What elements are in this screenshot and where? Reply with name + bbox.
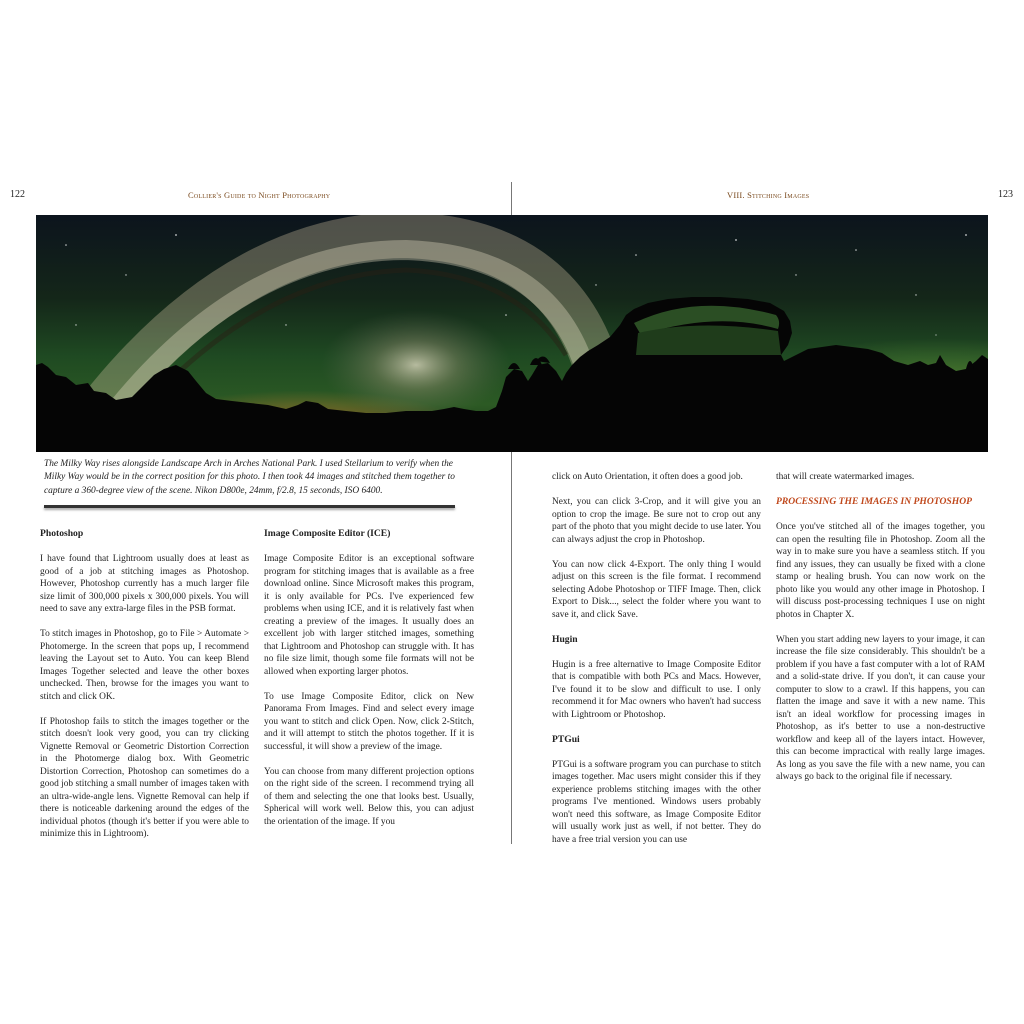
paragraph: that will create watermarked images. xyxy=(776,472,915,482)
right-running-head: VIII. Stitching Images xyxy=(727,190,810,200)
paragraph: You can now click 4-Export. The only thing I would adjust on this screen is the file format. I recommend selecting Adobe Photoshop or TIFF Image. Then, click Export to Disk..., select the folder where you want to save it, and click Save. xyxy=(552,559,761,620)
section-heading-ptgui: PTGui xyxy=(552,733,580,745)
section-heading-hugin: Hugin xyxy=(552,633,578,645)
section-heading-ice: Image Composite Editor (ICE) xyxy=(264,528,391,539)
section-heading-photoshop: Photoshop xyxy=(40,528,84,539)
section-heading-processing: PROCESSING THE IMAGES IN PHOTOSHOP xyxy=(776,496,973,507)
left-page-number: 122 xyxy=(10,189,25,200)
photo-caption: The Milky Way rises alongside Landscape Arch in Arches National Park. I used Stellarium to verify when the Milky Way would be in the correct position for this photo. I then took 44 images and stitched them together to capture a 360-degree view of the scene. Nikon D800e, 24mm, f/2.8, 15 seconds, ISO 6400. xyxy=(44,459,455,496)
paragraph: PTGui is a software program you can purchase to stitch images together. Mac users might consider this if they experience problems stitching images with the other programs I've mentioned. Windows users probably won't need this software, as Image Composite Editor will usually work just as well, if not better. They do have a free trial version you can use xyxy=(552,759,761,845)
paragraph: Next, you can click 3-Crop, and it will give you an option to crop the image. Be sure not to crop out any part of the photo that you might decide to use later. You can always adjust the crop in Photoshop. xyxy=(552,497,761,545)
paragraph: Image Composite Editor is an exceptional software program for stitching images that is available as a free download online. Since Microsoft makes this program, it is only available for PCs. I've experienced few problems when using ICE, and it is relatively fast when creating a preview of the images. It usually does an excellent job with larger stitched images, something that Lightroom and Photoshop can struggle with. It has no file size limit, though some file formats will not be allowed when exporting larger photos. xyxy=(264,554,474,677)
paragraph: I have found that Lightroom usually does at least as good of a job at stitching images as Photoshop. However, Photoshop currently has a much larger file size limit of 300,000 pixels x 300,000 pixels. You will need to save any extra-large files in the PSB format. xyxy=(40,554,249,614)
right-page-number: 123 xyxy=(998,189,1013,200)
paragraph: Once you've stitched all of the images together, you can open the resulting file in Photoshop. Zoom all the way in to make sure you have a seamless stitch. If you find any issues, they can usually be fixed with a clone stamp or healing brush. You can now work on the photo like you would any other image in Photoshop. I will discuss post-processing techniques I use on night photos in Chapter X. xyxy=(776,522,985,620)
column-2 xyxy=(264,528,474,841)
paragraph: To stitch images in Photoshop, go to File > Automate > Photomerge. In the screen that pops up, I recommend leaving the Layout set to Auto. You can keep Blend Images Together selected and leave the other boxes unchecked. Then, browse for the images you want to stitch and click OK. xyxy=(40,629,249,702)
panorama-photo xyxy=(36,215,988,452)
paragraph: If Photoshop fails to stitch the images together or the stitch doesn't look very good, you can try clicking Vignette Removal or Geometric Distortion Correction in the Photomerge dialog box. With Geometric Distortion Correction, Photoshop can sometimes do a good job stitching a small number of images taken with an ultra-wide-angle lens. Vignette Removal can help if there is noticeable darkening around the edges of the individual photos (though it's better if you were able to minimize this in Lightroom). xyxy=(40,716,249,839)
caption-rule xyxy=(44,505,455,508)
column-3 xyxy=(552,471,761,859)
paragraph: You can choose from many different projection options on the right side of the screen. I recommend trying all of them and selecting the one that looks best. Usually, Spherical will work well. Below this, you can adjust the orientation of the image. If you xyxy=(264,766,474,827)
paragraph: To use Image Composite Editor, click on New Panorama From Images. Find and select every image you want to stitch and click Open. Now, click 2-Stitch, and it will attempt to stitch the photos together. If it is successful, it will show a preview of the image. xyxy=(264,691,474,752)
column-4 xyxy=(776,471,985,796)
paragraph: When you start adding new layers to your image, it can increase the file size considerably. This shouldn't be a problem if you have a fast computer with a lot of RAM and a solid-state drive. If you don't, it can cause your computer to slow to a crawl. If this happens, you can flatten the image and save it with a new name. This isn't an ideal workflow for processing images in Photoshop, as it's better to use a non-destructive workflow and keep all of the layers intact. However, this can become impractical with really large images. As long as you save the file with a new name, you can always go back to the original file if necessary. xyxy=(776,634,985,782)
column-1 xyxy=(40,528,249,853)
paragraph: click on Auto Orientation, it often does a good job. xyxy=(552,472,743,482)
paragraph: Hugin is a free alternative to Image Composite Editor that is compatible with both PCs and Macs. However, I've found it to be slow and difficult to use. I only recommend it for Mac owners who haven't had success with Lightroom or Photoshop. xyxy=(552,659,761,720)
left-running-head: Collier's Guide to Night Photography xyxy=(188,190,331,200)
